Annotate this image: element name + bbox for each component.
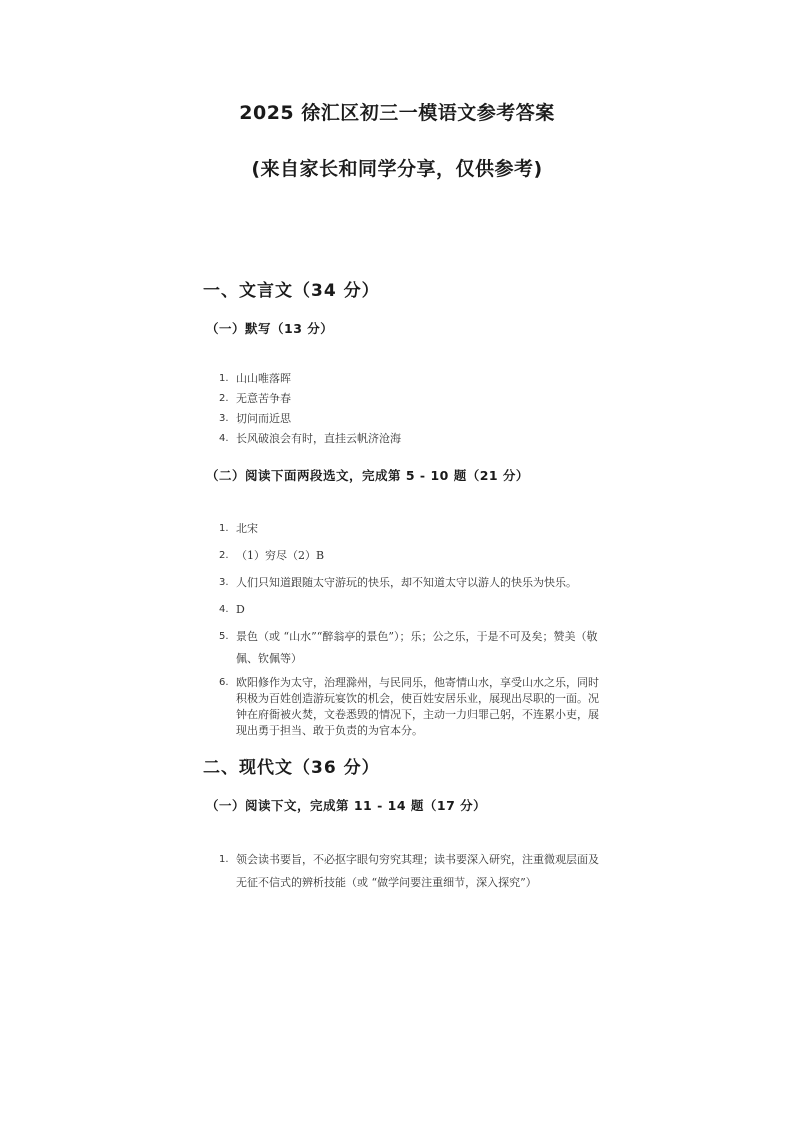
item-number: 4. [219, 433, 229, 444]
dictation-answer-list [219, 372, 401, 452]
list-item [219, 518, 599, 540]
list-item [219, 626, 599, 670]
list-item [219, 372, 401, 392]
item-number: 1. [219, 373, 229, 384]
item-number: 2. [219, 550, 229, 561]
subsection-heading-reading-below: （一）阅读下文，完成第 11 - 14 题（17 分） [206, 798, 487, 813]
item-text: 长风破浪会有时，直挂云帆济沧海 [236, 432, 401, 445]
item-text: （1）穷尽（2）B [236, 549, 325, 562]
list-item [219, 572, 599, 594]
item-text: 山山唯落晖 [236, 372, 291, 385]
item-number: 6. [219, 677, 229, 688]
subsection-heading-reading-passages: （二）阅读下面两段选文，完成第 5 - 10 题（21 分） [206, 468, 529, 483]
item-text: 景色（或 “山水”“醉翁亭的景色”）；乐；公之乐，于是不可及矣；赞美（敬佩、钦佩等） [236, 630, 598, 665]
item-text: 人们只知道跟随太守游玩的快乐，却不知道太守以游人的快乐为快乐。 [236, 576, 577, 589]
section-heading-modern-text: 二、现代文（36 分） [203, 758, 380, 778]
list-item [219, 412, 401, 432]
reading-answer-list [219, 518, 599, 744]
item-number: 1. [219, 523, 229, 534]
list-item [219, 848, 599, 894]
item-number: 4. [219, 604, 229, 615]
list-item [219, 675, 599, 739]
list-item [219, 599, 599, 621]
list-item [219, 432, 401, 452]
item-text: 领会读书要旨，不必抠字眼句穷究其理；读书要深入研究，注重微观层面及无征不信式的辨析技能（或 “做学问要注重细节，深入探究”） [236, 853, 599, 889]
page-title: 2025 徐汇区初三一模语文参考答案 [239, 102, 555, 124]
list-item [219, 545, 599, 567]
item-text: D [236, 603, 245, 616]
item-text: 切问而近思 [236, 412, 291, 425]
item-text: 欧阳修作为太守，治理滁州，与民同乐，他寄情山水，享受山水之乐，同时积极为百姓创造游玩宴饮的机会，使百姓安居乐业，展现出尽职的一面。况钟在府衙被火焚，文卷悉毁的情况下，主动一力归罪己躬，不连累小吏，展现出勇于担当、敢于负责的为官本分。 [236, 676, 599, 737]
item-number: 5. [219, 631, 229, 642]
list-item [219, 392, 401, 412]
item-number: 3. [219, 413, 229, 424]
section-heading-classical-chinese: 一、文言文（34 分） [203, 281, 380, 301]
item-number: 2. [219, 393, 229, 404]
item-number: 3. [219, 577, 229, 588]
item-number: 1. [219, 854, 229, 865]
modern-reading-answer-list [219, 848, 599, 894]
page-subtitle: (来自家长和同学分享，仅供参考) [251, 158, 543, 180]
item-text: 北宋 [236, 522, 258, 535]
item-text: 无意苦争春 [236, 392, 291, 405]
subsection-heading-dictation: （一）默写（13 分） [206, 321, 334, 336]
